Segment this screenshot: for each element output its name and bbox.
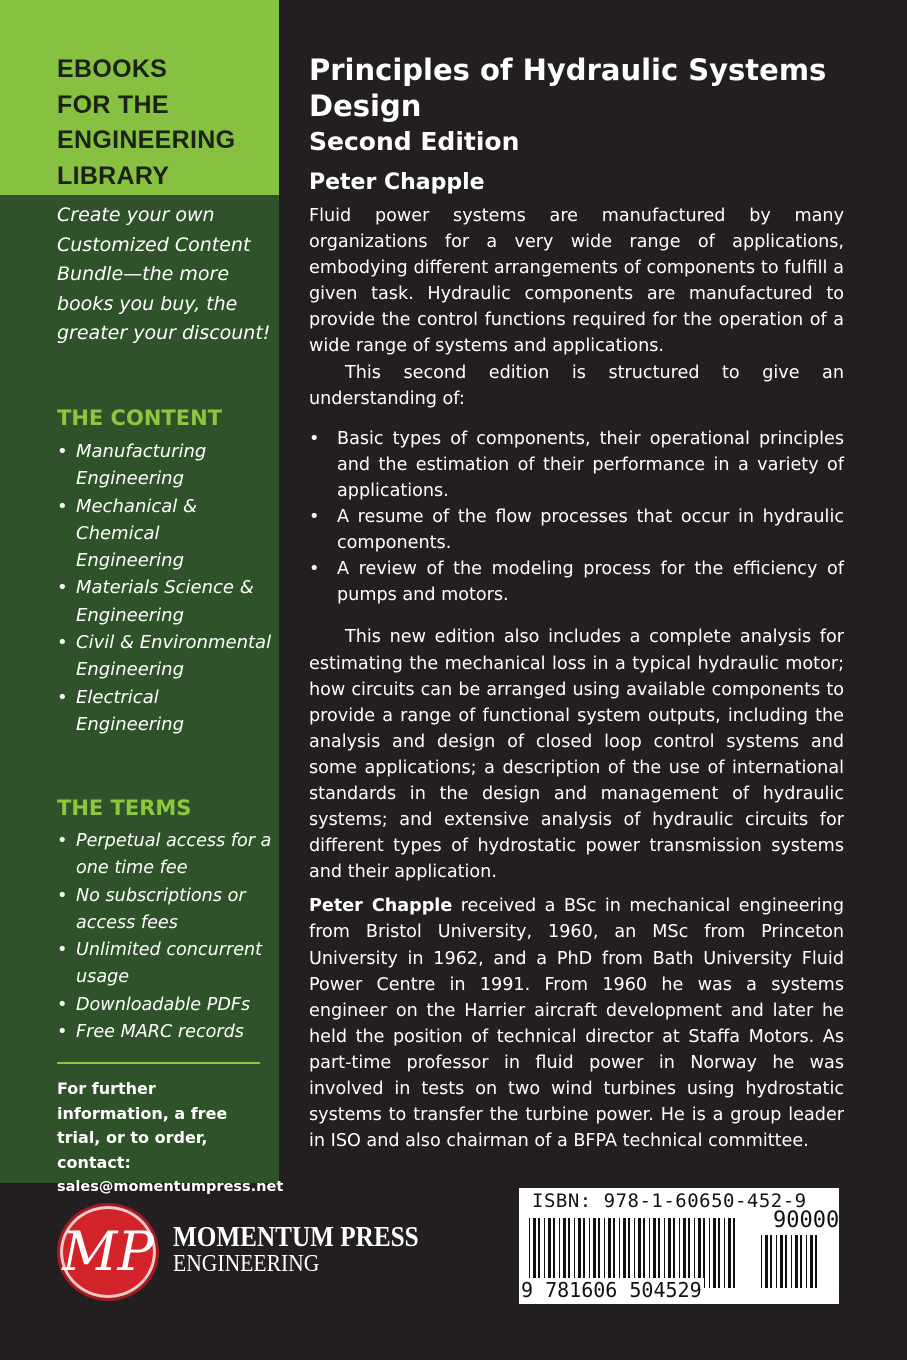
publisher-logo — [57, 1203, 159, 1301]
list-item: • No subscriptions or access fees — [57, 883, 272, 938]
heading-line: ENGINEERING — [57, 126, 236, 154]
heading-line: FOR THE — [57, 90, 169, 119]
list-item: • Free MARC records — [57, 1019, 272, 1046]
price-barcode-bars — [761, 1235, 821, 1288]
list-item: • Manufacturing Engineering — [57, 438, 272, 493]
terms-section-title: THE TERMS — [57, 796, 192, 820]
list-item: • Materials Science & Engineering — [57, 574, 272, 629]
book-description — [309, 52, 844, 1154]
description-body — [309, 203, 844, 1154]
content-list — [57, 438, 272, 738]
paragraph: Fluid power systems are manufactured by many organizations for a very wide range of applications, embodying different arrangements of components to fulfill a given task. Hydraulic components are manufactured to provide the control functions required for the operation of a wide range of systems and applications. — [309, 206, 844, 357]
paragraph: This new edition also includes a complete analysis for estimating the mechanical loss in a typical hydraulic motor; how circuits can be arranged using available components to provide a range of functional system outputs, including the analysis and design of closed loop control systems and some applications; a description of the use of international standards in the design and management of hydraulic systems; and extensive analysis of hydraulic circuits for different types of hydrostatic power transmission systems and their application. — [309, 627, 844, 883]
publisher-imprint: ENGINEERING — [173, 1251, 320, 1277]
list-item: • Mechanical & Chemical Engineering — [57, 493, 272, 575]
divider — [57, 1062, 260, 1064]
barcode-number: 9 781606 504529 — [521, 1278, 702, 1302]
list-item: • Basic types of components, their operational principles and the estimation of their performance in a variety of applications. — [309, 426, 844, 504]
bio-text: received a BSc in mechanical engineering from Bristol University, 1960, an MSc from Princeton University in 1962, and a PhD from Bath University Fluid Power Centre in 1991. From 1960 he was a systems engineer on the Harrier aircraft development and later he held the position of technical director at Staffa Motors. As part-time professor in fluid power in Norway he was involved in tests on two wind turbines using hydrostatic systems to transfer the turbine power. He is a group leader in ISO and also chairman of a BFPA technical committee. — [309, 896, 844, 1152]
heading-line: LIBRARY — [57, 161, 170, 190]
book-author: Peter Chapple — [309, 170, 485, 195]
promo-text: Create your own Customized Content Bundle—the more books you buy, the greater your discount! — [57, 204, 271, 344]
logo-monogram: MP — [62, 1220, 154, 1283]
contact-email[interactable]: sales@momentumpress.net — [57, 1179, 284, 1195]
paragraph: This second edition is structured to give an understanding of: — [309, 362, 844, 409]
isbn-text: ISBN: 978-1-60650-452-9 — [532, 1190, 807, 1212]
publisher-name: MOMENTUM PRESS — [173, 1222, 419, 1253]
list-item: • Perpetual access for a one time fee — [57, 828, 272, 883]
list-item: • Electrical Engineering — [57, 684, 272, 739]
list-item: • Civil & Environmental Engineering — [57, 629, 272, 684]
barcode — [519, 1188, 839, 1304]
bullet-list — [309, 426, 844, 609]
list-item: • A review of the modeling process for the efficiency of pumps and motors. — [309, 556, 844, 608]
list-item: • A resume of the flow processes that occur in hydraulic components. — [309, 504, 844, 556]
list-item: • Downloadable PDFs — [57, 992, 272, 1019]
bio-name: Peter Chapple — [309, 896, 453, 917]
contact-info — [57, 1077, 284, 1200]
sidebar-heading — [57, 52, 235, 194]
contact-text: For further information, a free trial, or to order, contact: — [57, 1079, 228, 1172]
list-item: • Unlimited concurrent usage — [57, 937, 272, 992]
terms-list — [57, 828, 272, 1046]
price-code: 90000 — [773, 1208, 840, 1233]
content-section-title: THE CONTENT — [57, 406, 222, 430]
heading-line: EBOOKS — [57, 55, 168, 83]
book-title: Principles of Hydraulic Systems Design — [309, 53, 827, 123]
author-bio — [309, 893, 844, 1154]
book-edition: Second Edition — [309, 127, 520, 156]
